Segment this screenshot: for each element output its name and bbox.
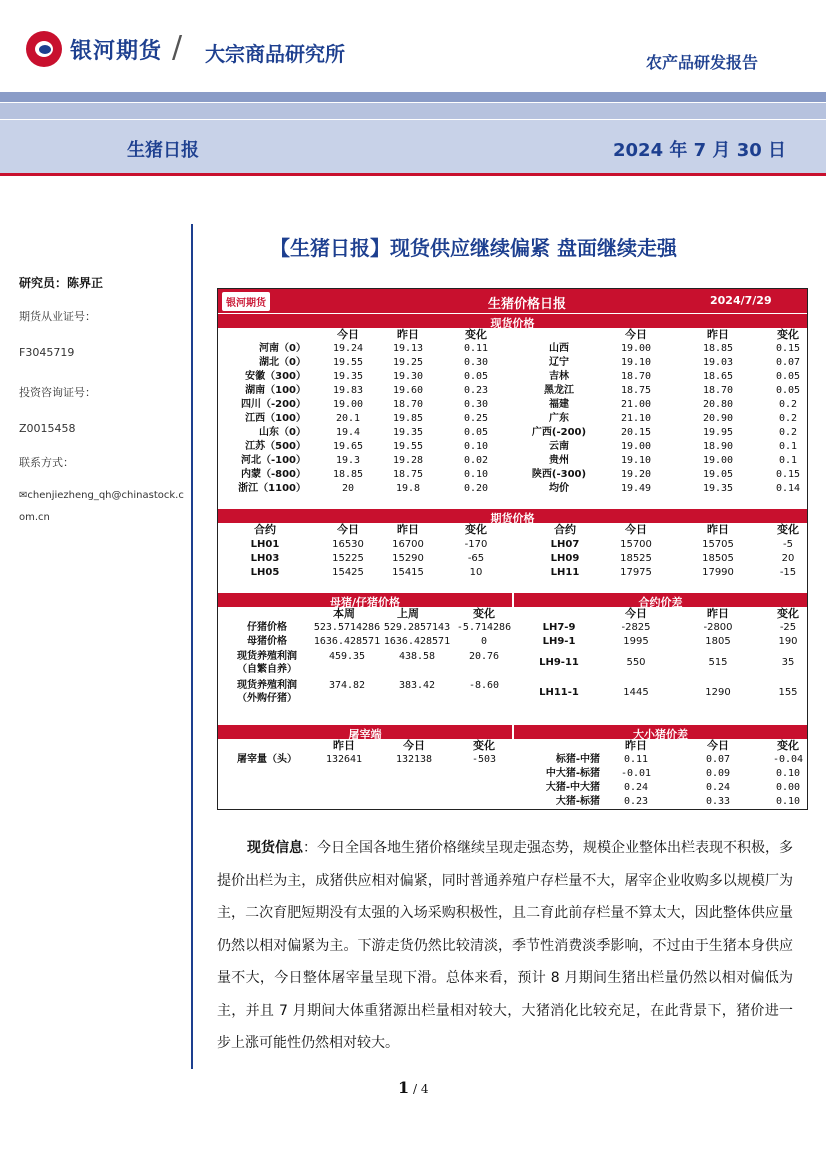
sow-last-week: 1636.428571 bbox=[383, 636, 451, 647]
spread-yesterday: 1290 bbox=[705, 687, 731, 698]
futures-cell-right: -5 bbox=[783, 539, 793, 550]
spot-region-right: 云南 bbox=[549, 441, 569, 452]
spread-section-bar-label: 合约价差 bbox=[638, 596, 683, 609]
brand-name: 银河期货 bbox=[70, 39, 163, 64]
spread-header: 昨日 bbox=[707, 607, 729, 620]
spot-today-right: 21.00 bbox=[620, 399, 652, 410]
header-band bbox=[0, 103, 826, 119]
futures-cell-left: LH03 bbox=[250, 553, 280, 564]
spot-yesterday-left: 18.75 bbox=[392, 469, 424, 480]
size-section-bar-label: 大小猪价差 bbox=[633, 728, 688, 741]
futures-header-right: 今日 bbox=[625, 523, 647, 536]
sow-change: -8.60 bbox=[468, 680, 500, 691]
size-today: 0.07 bbox=[705, 754, 731, 765]
page-number bbox=[398, 1078, 428, 1097]
spot-yesterday-right: 20.80 bbox=[702, 399, 734, 410]
spread-change: 35 bbox=[781, 657, 795, 668]
futures-cell-right: LH07 bbox=[550, 539, 580, 550]
header-rule bbox=[0, 173, 826, 176]
size-today: 0.33 bbox=[705, 796, 731, 807]
futures-cell-right: 17990 bbox=[702, 567, 734, 578]
slaughter-header: 昨日 bbox=[333, 739, 355, 752]
price-table bbox=[217, 288, 808, 810]
spot-change-left: 0.20 bbox=[463, 483, 489, 494]
spot-info-text: ：今日全国各地生猪价格继续呈现走强态势，规模企业整体出栏表现不积极，多提价出栏为主，成猪供应相对偏紧，同时普通养殖户存栏量不大，屠宰企业收购多以规模厂为主，二次育肥短期没有太强的入场采购积极性，且二育此前存栏量不算太大，因此整体供应量仍然以相对偏紧为主。下游走货仍然比较清淡，季节性消费淡季影响，不过由于生猪本身供应量不大，今日整体屠宰量呈现下滑。总体来看，预计 8 月期间生猪出栏量仍然以相对偏低为主，并且 7 月期间大体重猪源出栏量相对较大，大猪消化比较充足，在此背景下，猪价进一步上涨可能性仍然相对较大。 bbox=[217, 840, 793, 1051]
spot-today-left: 19.4 bbox=[335, 427, 361, 438]
spot-today-left: 19.35 bbox=[332, 371, 364, 382]
size-section-bar bbox=[514, 725, 807, 739]
size-change: -0.04 bbox=[772, 754, 804, 765]
spread-contract: LH11-1 bbox=[539, 687, 579, 698]
sow-row-label: 母猪价格 bbox=[247, 636, 287, 647]
spot-change-left: 0.10 bbox=[463, 469, 489, 480]
sow-change: 0 bbox=[480, 636, 488, 647]
spot-section-bar-label: 现货价格 bbox=[490, 317, 535, 330]
spread-section-bar bbox=[514, 593, 807, 607]
page-total: 4 bbox=[420, 1082, 429, 1096]
sow-last-week: 383.42 bbox=[398, 680, 436, 691]
size-yesterday: -0.01 bbox=[620, 768, 652, 779]
slaughter-section-bar-label: 屠宰端 bbox=[348, 728, 382, 741]
futures-cell-left: -170 bbox=[464, 539, 488, 550]
futures-cell-left: 15225 bbox=[332, 553, 364, 564]
spread-today: 550 bbox=[626, 657, 646, 668]
spot-header-right: 变化 bbox=[777, 328, 799, 341]
spot-region-right: 广西(-200) bbox=[531, 427, 587, 438]
spot-yesterday-right: 18.85 bbox=[702, 343, 734, 354]
sow-row-label: （外购仔猪） bbox=[237, 693, 297, 704]
spot-yesterday-left: 19.25 bbox=[392, 357, 424, 368]
sow-this-week: 523.5714286 bbox=[313, 622, 381, 633]
spot-change-right: 0.1 bbox=[778, 441, 798, 452]
invest-label: 投资咨询证号： bbox=[19, 386, 96, 399]
spot-change-left: 0.23 bbox=[463, 385, 489, 396]
spot-region-left: 江苏（500） bbox=[245, 441, 306, 452]
size-today: 0.24 bbox=[705, 782, 731, 793]
spot-region-right: 黑龙江 bbox=[544, 385, 574, 396]
futures-cell-left: LH01 bbox=[250, 539, 280, 550]
researcher-name: 研究员：陈界正 bbox=[19, 276, 104, 290]
company-logo-icon bbox=[26, 31, 62, 67]
spot-yesterday-right: 18.90 bbox=[702, 441, 734, 452]
spot-header-left: 昨日 bbox=[397, 328, 419, 341]
spot-yesterday-left: 19.13 bbox=[392, 343, 424, 354]
spread-yesterday: 1805 bbox=[705, 636, 731, 647]
slaughter-row-label: 屠宰量（头） bbox=[237, 754, 297, 765]
spot-change-left: 0.30 bbox=[463, 399, 489, 410]
spot-yesterday-right: 18.70 bbox=[702, 385, 734, 396]
spot-change-left: 0.25 bbox=[463, 413, 489, 424]
futures-cell-left: 15415 bbox=[392, 567, 424, 578]
spot-header-right: 今日 bbox=[625, 328, 647, 341]
spot-region-right: 广东 bbox=[549, 413, 569, 424]
spread-yesterday: 515 bbox=[708, 657, 728, 668]
spot-yesterday-right: 19.05 bbox=[702, 469, 734, 480]
spot-change-right: 0.14 bbox=[775, 483, 801, 494]
spot-region-right: 均价 bbox=[549, 483, 569, 494]
spot-yesterday-left: 19.35 bbox=[392, 427, 424, 438]
spot-yesterday-right: 19.35 bbox=[702, 483, 734, 494]
sow-row-label: 仔猪价格 bbox=[247, 622, 287, 633]
spread-change: 190 bbox=[778, 636, 798, 647]
sow-section-bar bbox=[218, 593, 512, 607]
futures-cell-right: 15705 bbox=[702, 539, 734, 550]
spot-today-right: 19.00 bbox=[620, 343, 652, 354]
futures-cell-right: LH09 bbox=[550, 553, 580, 564]
spot-change-right: 0.07 bbox=[775, 357, 801, 368]
size-yesterday: 0.24 bbox=[623, 782, 649, 793]
spread-today: -2825 bbox=[621, 622, 651, 633]
spot-today-right: 20.15 bbox=[620, 427, 652, 438]
futures-cell-left: 15290 bbox=[392, 553, 424, 564]
spot-region-right: 辽宁 bbox=[549, 357, 569, 368]
spot-change-left: 0.30 bbox=[463, 357, 489, 368]
cert-label: 期货从业证号： bbox=[19, 310, 96, 323]
sow-change: -5.714286 bbox=[456, 622, 512, 633]
slaughter-header: 变化 bbox=[473, 739, 495, 752]
futures-cell-right: 20 bbox=[781, 553, 795, 564]
spot-yesterday-left: 19.8 bbox=[395, 483, 421, 494]
sow-this-week: 459.35 bbox=[328, 651, 366, 662]
sow-section-bar-label: 母猪/仔猪价格 bbox=[329, 596, 401, 609]
futures-cell-left: 15425 bbox=[332, 567, 364, 578]
email-link[interactable]: ✉chenjiezheng_qh@chinastock.c bbox=[19, 490, 184, 501]
spot-today-right: 21.10 bbox=[620, 413, 652, 424]
slaughter-today: 132138 bbox=[395, 754, 433, 765]
futures-cell-right: -15 bbox=[779, 567, 797, 578]
slaughter-header: 今日 bbox=[403, 739, 425, 752]
spot-header-right: 昨日 bbox=[707, 328, 729, 341]
spot-today-left: 19.55 bbox=[332, 357, 364, 368]
spot-change-left: 0.11 bbox=[463, 343, 489, 354]
spot-change-right: 0.2 bbox=[778, 399, 798, 410]
spread-header: 今日 bbox=[625, 607, 647, 620]
spot-yesterday-left: 19.60 bbox=[392, 385, 424, 396]
futures-cell-left: 10 bbox=[469, 567, 483, 578]
spot-yesterday-right: 19.95 bbox=[702, 427, 734, 438]
spot-change-right: 0.15 bbox=[775, 343, 801, 354]
spot-today-left: 19.00 bbox=[332, 399, 364, 410]
size-spread-label: 大猪-中大猪 bbox=[545, 782, 600, 793]
spread-header: 变化 bbox=[777, 607, 799, 620]
size-yesterday: 0.23 bbox=[623, 796, 649, 807]
spot-region-left: 河南（0） bbox=[259, 343, 306, 354]
spot-today-left: 18.85 bbox=[332, 469, 364, 480]
invest-number: Z0015458 bbox=[19, 422, 76, 435]
spot-today-right: 19.10 bbox=[620, 455, 652, 466]
spot-change-right: 0.15 bbox=[775, 469, 801, 480]
futures-cell-left: 16530 bbox=[332, 539, 364, 550]
institute-name: 大宗商品研究所 bbox=[205, 42, 345, 66]
table-title: 生猪价格日报 bbox=[488, 297, 567, 312]
sow-last-week: 438.58 bbox=[398, 651, 436, 662]
sow-row-label: （自繁自养） bbox=[237, 664, 297, 675]
size-spread-label: 标猪-中猪 bbox=[555, 754, 600, 765]
spot-change-right: 0.05 bbox=[775, 371, 801, 382]
spot-header-left: 变化 bbox=[465, 328, 487, 341]
page-current: 1 bbox=[398, 1078, 410, 1097]
spread-contract: LH9-1 bbox=[542, 636, 576, 647]
size-spread-label: 中大猪-标猪 bbox=[545, 768, 600, 779]
spot-today-left: 19.65 bbox=[332, 441, 364, 452]
sow-header: 变化 bbox=[473, 607, 495, 620]
spot-today-right: 19.00 bbox=[620, 441, 652, 452]
spot-change-left: 0.05 bbox=[463, 427, 489, 438]
spot-region-left: 浙江（1100） bbox=[238, 483, 306, 494]
spread-change: 155 bbox=[778, 687, 798, 698]
futures-cell-right: LH11 bbox=[550, 567, 580, 578]
futures-cell-left: -65 bbox=[467, 553, 485, 564]
sidebar-divider bbox=[191, 224, 193, 1069]
sow-this-week: 374.82 bbox=[328, 680, 366, 691]
futures-section-bar-label: 期货价格 bbox=[490, 512, 535, 525]
spot-info-paragraph bbox=[217, 832, 793, 1060]
spot-region-left: 山东（0） bbox=[259, 427, 306, 438]
size-header: 昨日 bbox=[625, 739, 647, 752]
futures-header-right: 合约 bbox=[554, 523, 576, 536]
sow-row-label: 现货养殖利润 bbox=[237, 651, 297, 662]
spot-today-left: 19.83 bbox=[332, 385, 364, 396]
futures-header-left: 今日 bbox=[337, 523, 359, 536]
email-link-cont[interactable]: om.cn bbox=[19, 512, 50, 523]
spread-contract: LH7-9 bbox=[542, 622, 576, 633]
spot-yesterday-right: 19.03 bbox=[702, 357, 734, 368]
spread-today: 1445 bbox=[623, 687, 649, 698]
article-title: 【生猪日报】现货供应继续偏紧 盘面继续走强 bbox=[270, 236, 677, 260]
spot-today-left: 19.24 bbox=[332, 343, 364, 354]
futures-header-left: 变化 bbox=[465, 523, 487, 536]
futures-cell-right: 15700 bbox=[620, 539, 652, 550]
report-name: 生猪日报 bbox=[127, 140, 199, 161]
spot-change-left: 0.05 bbox=[463, 371, 489, 382]
sow-header: 上周 bbox=[397, 607, 419, 620]
spot-header-left: 今日 bbox=[337, 328, 359, 341]
cert-number: F3045719 bbox=[19, 346, 75, 359]
spot-yesterday-right: 20.90 bbox=[702, 413, 734, 424]
futures-header-left: 昨日 bbox=[397, 523, 419, 536]
spot-region-left: 四川（-200） bbox=[240, 399, 306, 410]
spot-change-right: 0.2 bbox=[778, 413, 798, 424]
futures-cell-right: 18525 bbox=[620, 553, 652, 564]
spot-yesterday-left: 19.85 bbox=[392, 413, 424, 424]
spot-yesterday-left: 19.55 bbox=[392, 441, 424, 452]
size-header: 今日 bbox=[707, 739, 729, 752]
futures-header-left: 合约 bbox=[254, 523, 276, 536]
spot-today-left: 20 bbox=[341, 483, 355, 494]
spot-today-right: 19.49 bbox=[620, 483, 652, 494]
sow-last-week: 529.2857143 bbox=[383, 622, 451, 633]
futures-cell-right: 18505 bbox=[702, 553, 734, 564]
futures-cell-right: 17975 bbox=[620, 567, 652, 578]
spot-region-right: 陕西(-300) bbox=[531, 469, 587, 480]
header-divider: / bbox=[172, 30, 183, 65]
table-title-bar bbox=[218, 289, 807, 313]
size-today: 0.09 bbox=[705, 768, 731, 779]
report-type: 农产品研发报告 bbox=[646, 53, 759, 72]
spread-contract: LH9-11 bbox=[539, 657, 579, 668]
spot-change-left: 0.02 bbox=[463, 455, 489, 466]
header-band bbox=[0, 92, 826, 102]
spot-yesterday-right: 19.00 bbox=[702, 455, 734, 466]
spot-change-right: 0.05 bbox=[775, 385, 801, 396]
spot-yesterday-left: 19.30 bbox=[392, 371, 424, 382]
report-date: 2024 年 7 月 30 日 bbox=[613, 140, 787, 161]
size-spread-label: 大猪-标猪 bbox=[555, 796, 600, 807]
spread-today: 1995 bbox=[623, 636, 649, 647]
spot-region-right: 吉林 bbox=[549, 371, 569, 382]
spot-region-left: 河北（-100） bbox=[240, 455, 306, 466]
spot-change-left: 0.10 bbox=[463, 441, 489, 452]
spot-region-right: 山西 bbox=[549, 343, 569, 354]
spot-today-right: 18.75 bbox=[620, 385, 652, 396]
spot-yesterday-left: 18.70 bbox=[392, 399, 424, 410]
spot-yesterday-left: 19.28 bbox=[392, 455, 424, 466]
slaughter-section-bar bbox=[218, 725, 512, 739]
spot-today-right: 19.10 bbox=[620, 357, 652, 368]
futures-cell-left: 16700 bbox=[392, 539, 424, 550]
page-sep: / bbox=[409, 1082, 421, 1096]
sow-row-label: 现货养殖利润 bbox=[237, 680, 297, 691]
size-change: 0.10 bbox=[775, 768, 801, 779]
futures-header-right: 变化 bbox=[777, 523, 799, 536]
table-date: 2024/7/29 bbox=[710, 294, 772, 307]
size-change: 0.00 bbox=[775, 782, 801, 793]
size-yesterday: 0.11 bbox=[623, 754, 649, 765]
spot-today-left: 19.3 bbox=[335, 455, 361, 466]
spot-region-right: 贵州 bbox=[549, 455, 569, 466]
spread-change: -25 bbox=[779, 622, 797, 633]
spot-region-left: 江西（100） bbox=[245, 413, 306, 424]
spot-yesterday-right: 18.65 bbox=[702, 371, 734, 382]
spot-region-left: 湖北（0） bbox=[259, 357, 306, 368]
slaughter-yesterday: 132641 bbox=[325, 754, 363, 765]
spot-region-left: 内蒙（-800） bbox=[240, 469, 306, 480]
spot-info-lead: 现货信息 bbox=[247, 840, 303, 856]
spot-section-bar bbox=[218, 314, 807, 328]
size-header: 变化 bbox=[777, 739, 799, 752]
futures-cell-left: LH05 bbox=[250, 567, 280, 578]
spot-region-left: 湖南（100） bbox=[245, 385, 306, 396]
futures-section-bar bbox=[218, 509, 807, 523]
size-change: 0.10 bbox=[775, 796, 801, 807]
contact-label: 联系方式： bbox=[19, 456, 74, 469]
spread-yesterday: -2800 bbox=[703, 622, 733, 633]
sow-header: 本周 bbox=[333, 607, 355, 620]
spot-today-left: 20.1 bbox=[335, 413, 361, 424]
spot-change-right: 0.2 bbox=[778, 427, 798, 438]
slaughter-change: -503 bbox=[471, 754, 497, 765]
sow-this-week: 1636.428571 bbox=[313, 636, 381, 647]
spot-region-right: 福建 bbox=[549, 399, 569, 410]
table-logo: 银河期货 bbox=[222, 292, 270, 311]
spot-region-left: 安徽（300） bbox=[245, 371, 306, 382]
futures-header-right: 昨日 bbox=[707, 523, 729, 536]
spot-today-right: 19.20 bbox=[620, 469, 652, 480]
spot-today-right: 18.70 bbox=[620, 371, 652, 382]
spot-change-right: 0.1 bbox=[778, 455, 798, 466]
sow-change: 20.76 bbox=[468, 651, 500, 662]
